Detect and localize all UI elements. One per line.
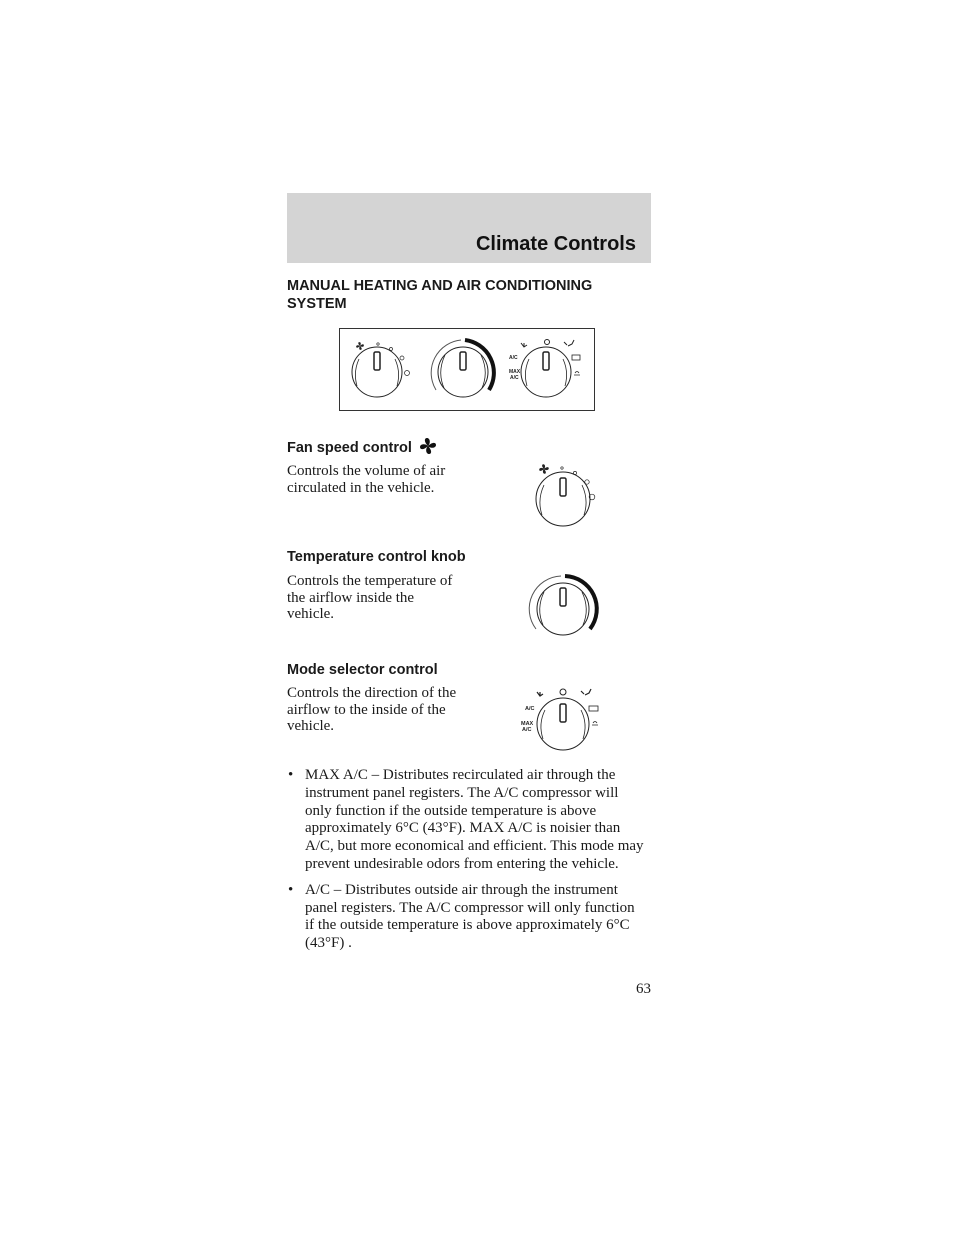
- panel-ac-label: A/C: [509, 355, 518, 361]
- temperature-knob-illustration: [522, 574, 604, 640]
- bullet-dot: •: [288, 767, 294, 783]
- fan-speed-heading: [287, 437, 437, 456]
- list-item: [287, 767, 647, 874]
- mode-heading: Mode selector control: [287, 662, 438, 678]
- fan-speed-description: Controls the volume of air circulated in the vehicle.: [287, 463, 446, 496]
- fan-knob-illustration: [528, 460, 600, 532]
- header-bar: [287, 193, 651, 263]
- section-title: MANUAL HEATING AND AIR CONDITIONING SYSTEM: [287, 278, 593, 312]
- fan-icon: [419, 437, 437, 455]
- knob-fan-icon: [539, 464, 549, 474]
- mode-max-ac-label: A/C: [522, 727, 532, 733]
- mode-description: Controls the direction of the airflow to the inside of the vehicle.: [287, 685, 457, 734]
- bullet-text-ac: A/C – Distributes outside air through the instrument panel registers. The A/C compressor will only function if the outside temperature is above approximately 6°C (43°F) .: [305, 881, 635, 952]
- page-title: Climate Controls: [475, 233, 636, 255]
- panel-max-ac-label: A/C: [510, 375, 519, 381]
- temperature-heading: Temperature control knob: [287, 549, 466, 565]
- control-panel-illustration: [339, 328, 595, 411]
- bullet-dot: •: [288, 881, 294, 898]
- mode-ac-label: A/C: [525, 706, 535, 712]
- mode-bullet-list: [287, 767, 647, 961]
- page-number: 63: [636, 981, 651, 997]
- panel-max-label: MAX: [509, 369, 521, 375]
- fan-speed-heading-text: Fan speed control: [287, 440, 412, 456]
- mode-max-label: MAX: [521, 721, 534, 727]
- mode-knob-illustration: [515, 685, 609, 755]
- list-item: [287, 882, 647, 953]
- bullet-text-max-ac: MAX A/C – Distributes recirculated air through the instrument panel registers. The A/C compressor will only function if the outside temperature is above approximately 6°C (43°F). MAX A/C is noisier than A/C, but more economical and efficient. This mode may prevent undesirable odors from entering the vehicle.: [305, 767, 644, 872]
- temperature-description: Controls the temperature of the airflow inside the vehicle.: [287, 573, 453, 622]
